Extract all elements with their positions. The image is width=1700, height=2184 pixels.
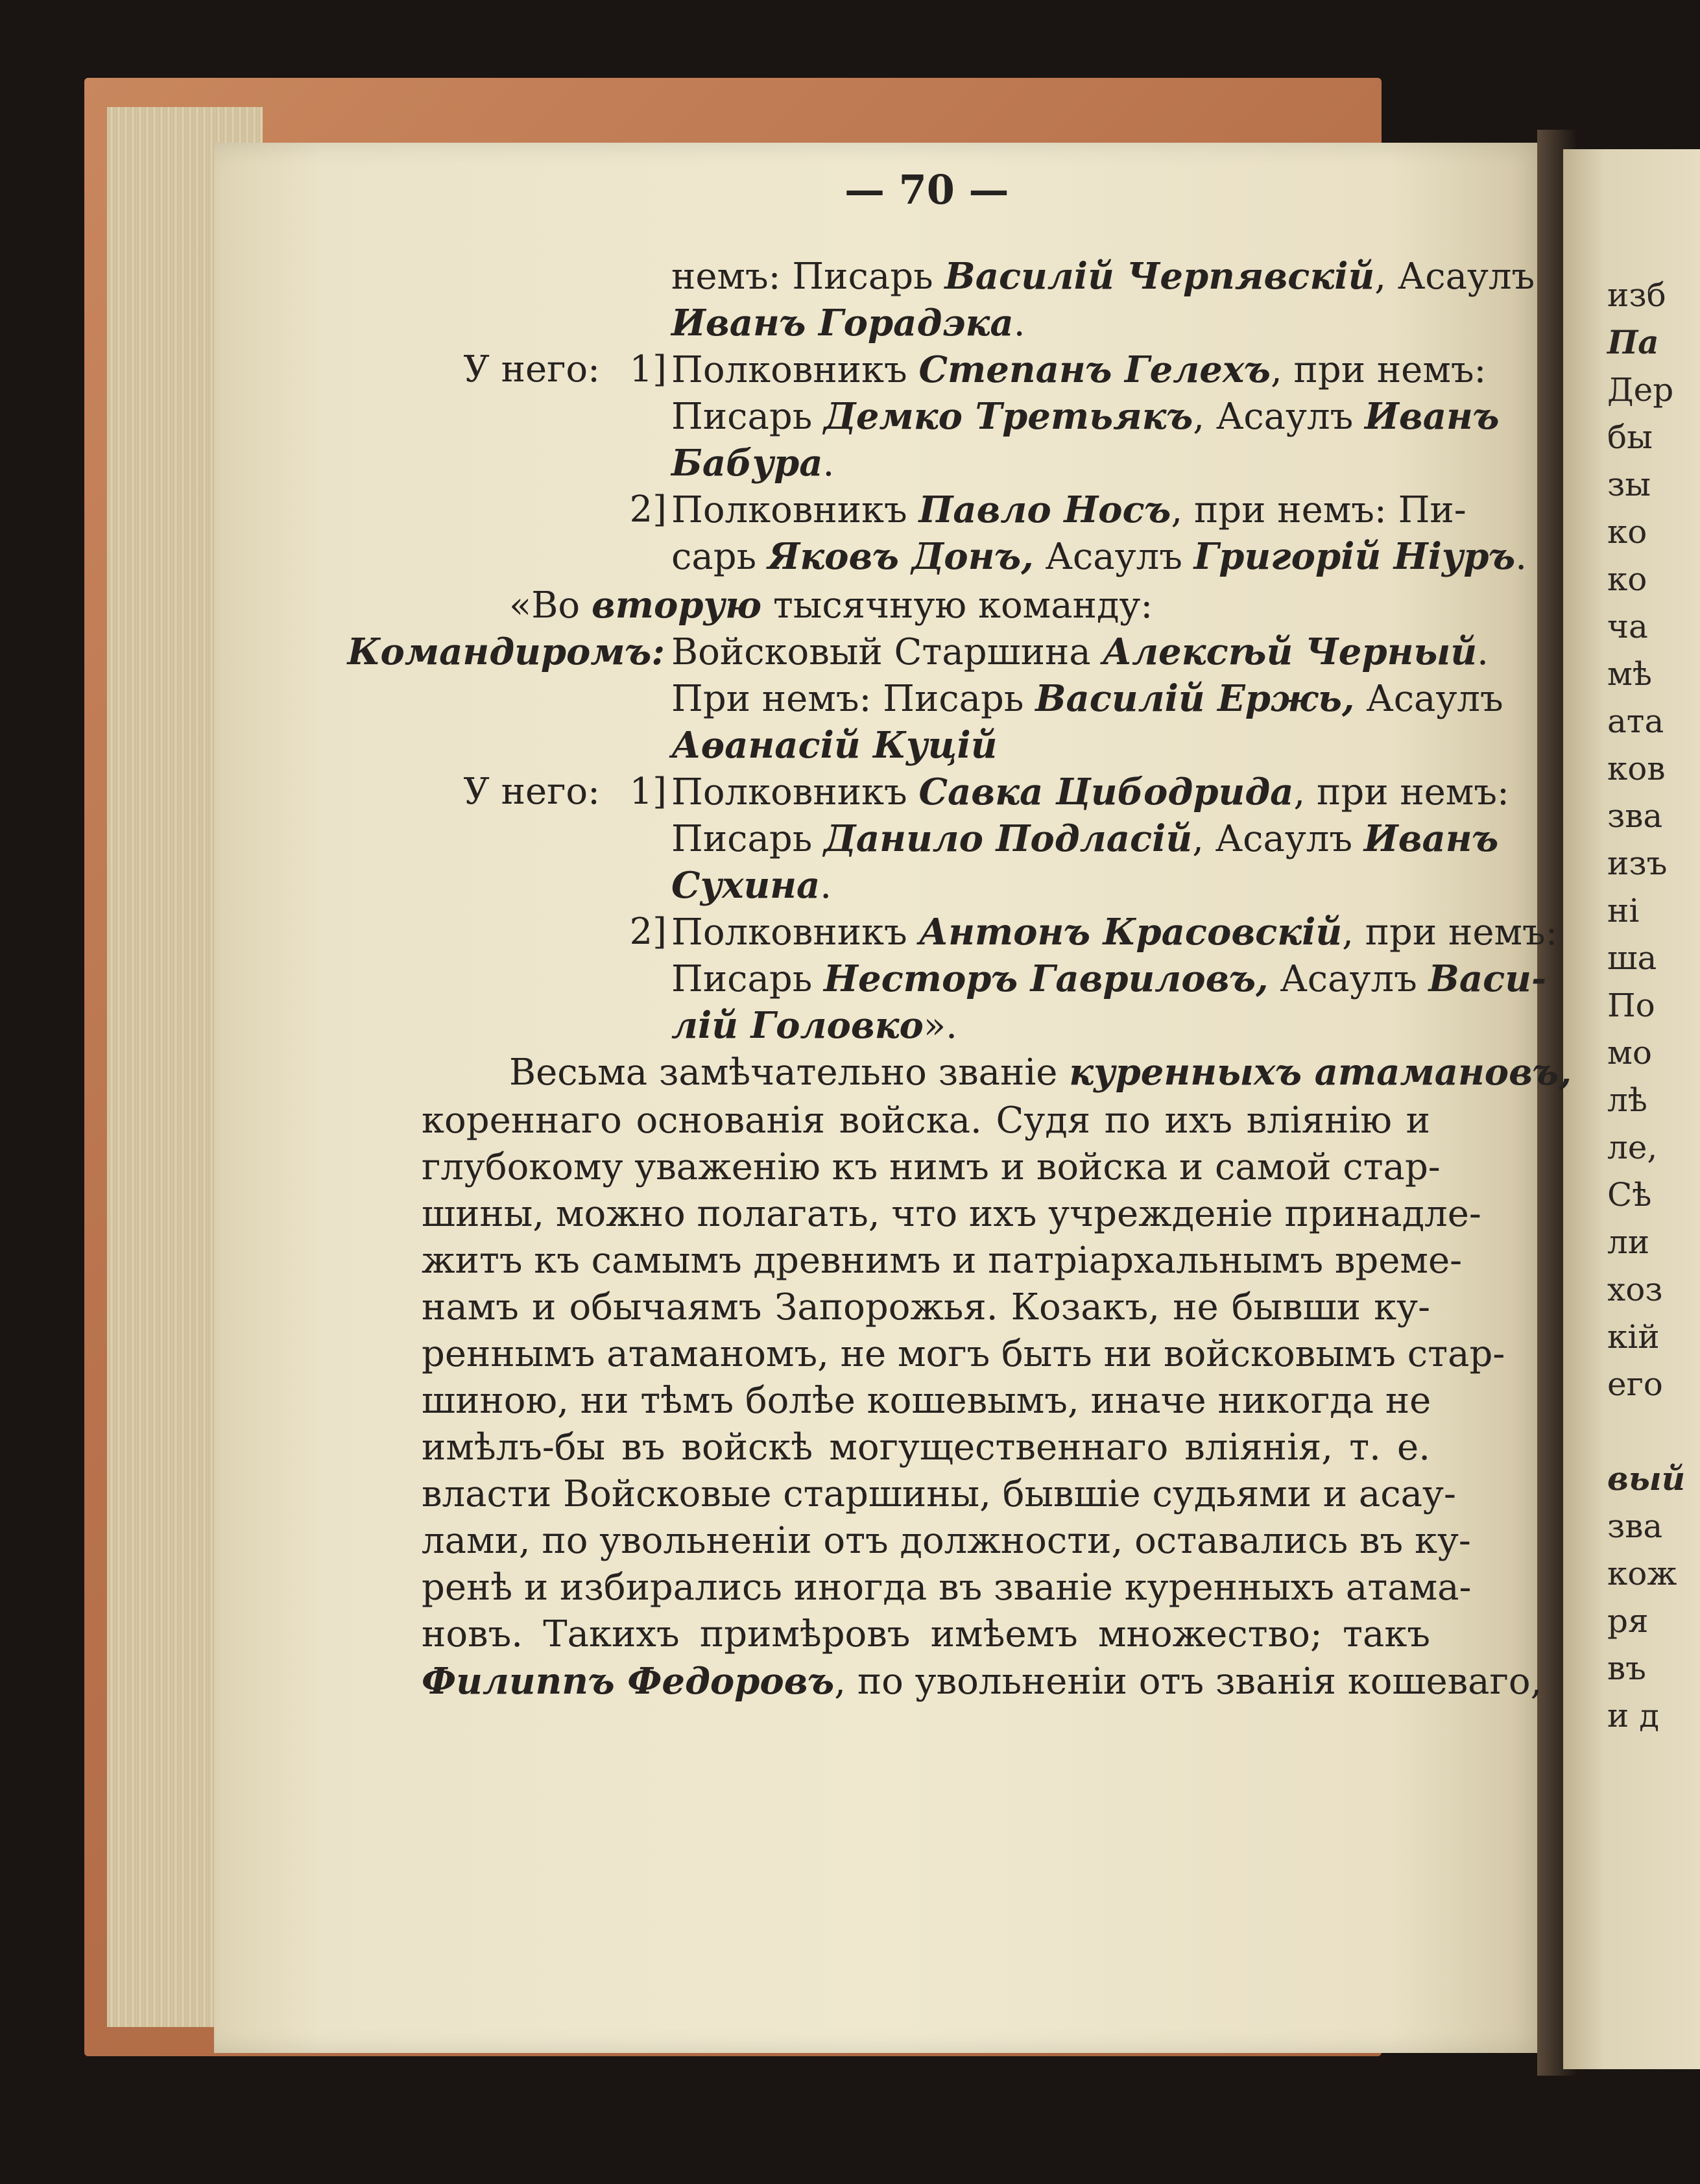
list-line	[509, 584, 1153, 627]
list-line	[671, 302, 1025, 344]
text-run: Полковникъ	[671, 771, 919, 813]
italic-name: лій Головко	[671, 1004, 924, 1047]
list-line	[671, 348, 1487, 391]
page-number: — 70 —	[844, 166, 1009, 213]
list-index: 2]	[629, 488, 667, 531]
list-label: У него:	[463, 348, 600, 390]
paragraph-line	[422, 1286, 1430, 1328]
text-run: , при немъ:	[1270, 349, 1487, 391]
facing-fragment: и д	[1607, 1697, 1660, 1734]
italic-name: Иванъ	[1363, 817, 1499, 860]
list-index: 2]	[629, 911, 667, 953]
text-run: Полковникъ	[671, 489, 919, 531]
text-run: , при немъ:	[1342, 911, 1558, 954]
list-line	[671, 724, 998, 767]
paragraph-line	[422, 1520, 1471, 1562]
italic-name: Демко Третьякъ	[824, 395, 1193, 438]
paragraph-line	[422, 1426, 1430, 1469]
paragraph-line	[422, 1240, 1463, 1282]
italic-name: Павло Носъ	[918, 488, 1171, 531]
italic-name: Данило Подласій	[824, 817, 1193, 860]
paragraph-line	[422, 1333, 1505, 1375]
text-run: шиною, ни тѣмъ болѣе кошевымъ, иначе никогда не	[422, 1380, 1431, 1422]
facing-fragment: мѣ	[1607, 655, 1653, 693]
text-run: ренѣ и избирались иногда въ званіе куренныхъ атама-	[422, 1566, 1472, 1609]
list-line	[671, 817, 1499, 860]
facing-fragment: изб	[1607, 276, 1666, 314]
italic-name: Василій Ержь,	[1035, 677, 1355, 720]
text-run: новъ. Такихъ примѣровъ имѣемъ множество; такъ	[422, 1613, 1430, 1655]
paragraph-line	[422, 1660, 1542, 1703]
text-run: Весьма замѣчательно званіе	[509, 1051, 1070, 1094]
text-run: Писарь	[671, 818, 824, 860]
list-line	[671, 911, 1558, 954]
facing-fragment: его	[1607, 1365, 1663, 1403]
facing-fragment: изъ	[1607, 845, 1668, 882]
italic-name: Филиппъ Федоровъ	[422, 1660, 835, 1703]
facing-fragment: ле,	[1607, 1129, 1658, 1166]
list-index: 1]	[629, 348, 667, 390]
italic-name: вторую	[591, 584, 762, 627]
text-run: , Асаулъ	[1192, 818, 1364, 860]
text-run: , Асаулъ	[1374, 256, 1535, 298]
paragraph-line	[422, 1380, 1431, 1422]
text-run: лами, по увольненіи отъ должности, оставались въ ку-	[422, 1520, 1471, 1562]
facing-fragment: вый	[1607, 1459, 1686, 1498]
list-index: 1]	[629, 771, 667, 813]
facing-fragment: ко	[1607, 513, 1647, 551]
list-line	[671, 957, 1547, 1000]
paragraph-line	[422, 1146, 1441, 1188]
list-line	[671, 488, 1467, 531]
text-run: житъ къ самымъ древнимъ и патріархальнымъ време-	[422, 1240, 1463, 1282]
list-line	[671, 255, 1535, 298]
text-run: Асаулъ	[1033, 536, 1194, 578]
facing-fragment: Па	[1607, 323, 1659, 361]
text-run: реннымъ атаманомъ, не могъ быть ни войсковымъ стар-	[422, 1333, 1505, 1375]
facing-fragment: въ	[1607, 1650, 1646, 1687]
list-line	[671, 395, 1500, 438]
text-run: .	[822, 442, 835, 485]
facing-fragment: зы	[1607, 466, 1651, 503]
italic-name: Степанъ Гелехъ	[918, 348, 1271, 391]
text-run: кореннаго основанія войска. Судя по ихъ вліянію и	[422, 1099, 1430, 1142]
facing-fragment: ні	[1607, 892, 1640, 930]
list-line	[671, 535, 1527, 578]
facing-fragment: ков	[1607, 750, 1666, 787]
text-run: , по увольненіи отъ званія кошеваго,	[834, 1661, 1542, 1703]
italic-name: Несторъ Гавриловъ,	[824, 957, 1269, 1000]
facing-fragment: По	[1607, 987, 1655, 1024]
text-run: .	[1515, 536, 1527, 578]
list-line	[671, 1004, 957, 1047]
list-label: У него:	[463, 771, 600, 813]
facing-fragment: зва	[1607, 797, 1663, 835]
facing-fragment: ата	[1607, 702, 1664, 740]
list-line	[671, 442, 835, 485]
italic-name: Бабура	[671, 442, 823, 485]
paragraph-line	[422, 1473, 1456, 1515]
facing-fragment: Дер	[1607, 371, 1674, 409]
text-run: Асаулъ	[1268, 958, 1429, 1000]
facing-fragment: Сѣ	[1607, 1176, 1652, 1214]
paragraph-line	[422, 1099, 1430, 1142]
facing-fragment: ко	[1607, 560, 1647, 598]
list-label: Командиромъ:	[347, 630, 665, 673]
italic-name: Иванъ Горадэка	[671, 302, 1014, 344]
facing-fragment: кій	[1607, 1318, 1660, 1356]
facing-fragment: бы	[1607, 418, 1653, 456]
text-run: шины, можно полагать, что ихъ учрежденіе принадле-	[422, 1193, 1481, 1235]
text-run: Асаулъ	[1354, 678, 1503, 720]
italic-name: Алексѣй Черный	[1102, 630, 1478, 673]
text-run: сарь	[671, 536, 768, 578]
italic-name: Васи-	[1428, 957, 1547, 1000]
italic-name: Савка Цибодрида	[918, 771, 1294, 813]
text-run: ».	[923, 1005, 957, 1047]
text-run: «Во	[509, 584, 592, 627]
text-run: власти Войсковые старшины, бывшіе судьями и асау-	[422, 1473, 1456, 1515]
italic-name: Сухина	[671, 864, 820, 907]
facing-fragment: ша	[1607, 939, 1657, 977]
text-run: , при немъ: Пи-	[1171, 489, 1467, 531]
italic-name: Антонъ Красовскій	[918, 911, 1343, 954]
text-run: Войсковый Старшина	[671, 631, 1103, 673]
facing-fragment: ли	[1607, 1223, 1650, 1261]
italic-name: Яковъ Донъ,	[767, 535, 1034, 578]
text-run: глубокому уваженію къ нимъ и войска и самой стар-	[422, 1146, 1441, 1188]
italic-name: Григорій Ніуръ	[1193, 535, 1516, 578]
italic-name: Иванъ	[1365, 395, 1500, 438]
text-run: Полковникъ	[671, 349, 919, 391]
paragraph-line	[422, 1193, 1481, 1235]
paragraph-line	[422, 1566, 1472, 1609]
list-line	[671, 677, 1503, 720]
facing-fragment: ча	[1607, 608, 1648, 645]
facing-fragment: кож	[1607, 1555, 1677, 1592]
text-run: .	[820, 865, 832, 907]
facing-fragment: лѣ	[1607, 1081, 1647, 1119]
text-run: .	[1013, 302, 1025, 344]
italic-name: Василій Черпявскій	[944, 255, 1375, 298]
italic-name: куренныхъ атамановъ,	[1069, 1051, 1572, 1094]
list-line	[671, 771, 1509, 813]
list-line	[671, 864, 832, 907]
facing-fragment: хоз	[1607, 1271, 1663, 1308]
facing-fragment: зва	[1607, 1507, 1663, 1545]
paragraph-line	[422, 1613, 1430, 1655]
text-run: .	[1477, 631, 1489, 673]
text-run: намъ и обычаямъ Запорожья. Козакъ, не бывши ку-	[422, 1286, 1430, 1328]
text-run: имѣлъ-бы въ войскѣ могущественнаго вліянія, т. е.	[422, 1426, 1430, 1469]
text-run: тысячную команду:	[761, 584, 1153, 627]
list-line	[671, 630, 1489, 673]
text-run: Писарь	[671, 958, 824, 1000]
text-run: Писарь	[671, 396, 824, 438]
text-run: Полковникъ	[671, 911, 919, 954]
text-run: немъ: Писарь	[671, 256, 945, 298]
paragraph-line	[509, 1051, 1572, 1094]
facing-fragment: мо	[1607, 1034, 1652, 1072]
text-run: При немъ: Писарь	[671, 678, 1036, 720]
text-run: , при немъ:	[1293, 771, 1509, 813]
text-run: , Асаулъ	[1193, 396, 1365, 438]
facing-fragment: ря	[1607, 1602, 1649, 1640]
italic-name: Аѳанасій Куцій	[671, 724, 998, 767]
